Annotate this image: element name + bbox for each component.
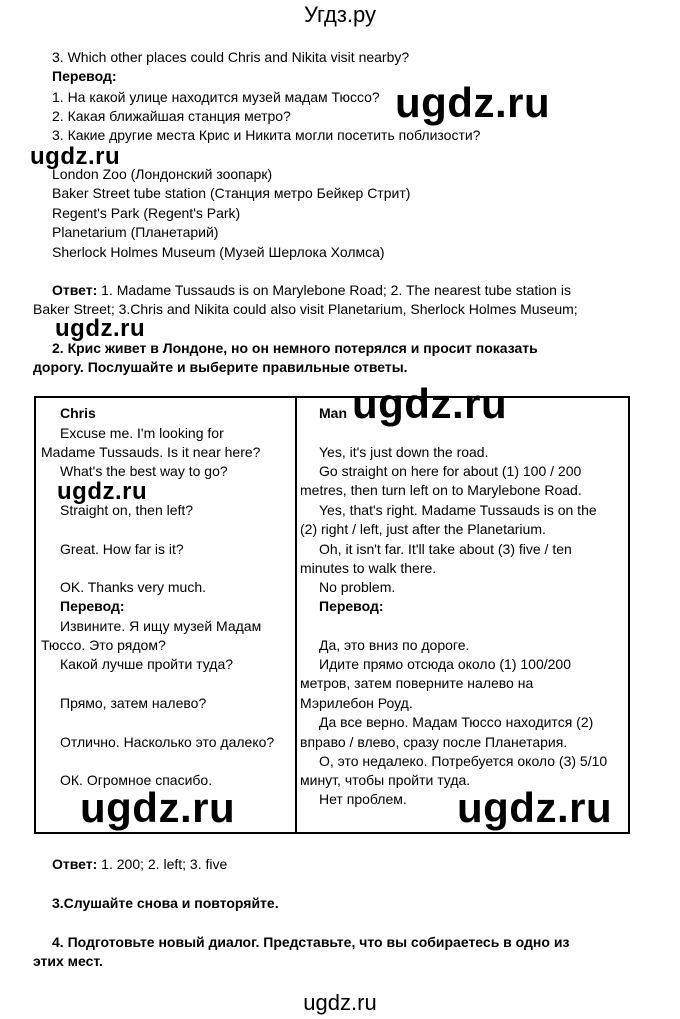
man-line: No problem. [319, 579, 396, 595]
man-header: Man [319, 405, 347, 421]
chris-translation-label: Перевод: [60, 598, 125, 614]
section-4-heading-cont: этих мест. [33, 953, 103, 969]
place-item: Sherlock Holmes Museum (Музей Шерлока Холмса) [52, 244, 385, 260]
man-line: (2) right / left, just after the Planetarium. [300, 521, 546, 537]
watermark: ugdz.ru [352, 380, 508, 427]
question-3: 3. Which other places could Chris and Nikita visit nearby? [52, 49, 410, 65]
watermark: ugdz.ru [30, 143, 121, 170]
answer-2 [52, 855, 227, 874]
watermark: ugdz.ru [395, 79, 551, 126]
man-translation-label: Перевод: [319, 598, 384, 614]
column-divider [295, 398, 297, 832]
chris-line: Great. How far is it? [60, 541, 184, 557]
man-line: Oh, it isn't far. It'll take about (3) five / ten [319, 541, 572, 557]
man-line: Go straight on here for about (1) 100 / 200 [319, 463, 582, 479]
translation-line: 1. На какой улице находится музей мадам Тюссо? [52, 89, 380, 105]
man-translation-line: Мэрилебон Роуд. [300, 695, 413, 711]
watermark: ugdz.ru [80, 784, 236, 831]
chris-translation-line: Отлично. Насколько это далеко? [60, 734, 275, 750]
chris-line: OK. Thanks very much. [60, 579, 207, 595]
chris-header: Chris [60, 405, 96, 421]
site-title: Угдз.ру [303, 2, 377, 27]
section-4-heading: 4. Подготовьте новый диалог. Представьте, что вы собираетесь в одно из [52, 934, 570, 950]
place-item: Baker Street tube station (Станция метро Бейкер Стрит) [52, 185, 411, 201]
chris-line: Straight on, then left? [60, 502, 194, 518]
man-translation-line: Идите прямо отсюда около (1) 100/200 [319, 656, 571, 672]
chris-translation-line: Тюссо. Это рядом? [41, 637, 166, 653]
chris-translation-line: Прямо, затем налево? [60, 695, 207, 711]
place-item: Planetarium (Планетарий) [52, 224, 219, 240]
chris-line: What's the best way to go? [60, 463, 228, 479]
man-translation-line: метров, затем поверните налево на [300, 675, 534, 691]
man-line: Yes, that's right. Madame Tussauds is on the [319, 502, 597, 518]
watermark: ugdz.ru [57, 478, 148, 505]
section-2-heading-cont: дорогу. Послушайте и выберите правильные ответы. [33, 359, 408, 375]
man-translation-line: Да все верно. Мадам Тюссо находится (2) [319, 714, 594, 730]
chris-translation-line: ОК. Огромное спасибо. [60, 772, 213, 788]
place-item: London Zoo (Лондонский зоопарк) [52, 166, 273, 182]
answer-label: Ответ: [52, 856, 98, 872]
man-line: Yes, it's just down the road. [319, 444, 489, 460]
watermark: ugdz.ru [55, 315, 146, 342]
watermark: ugdz.ru [457, 784, 613, 831]
translation-line: 3. Какие другие места Крис и Никита могли посетить поблизости? [52, 127, 481, 143]
chris-line: Madame Tussauds. Is it near here? [41, 444, 261, 460]
man-translation-line: Да, это вниз по дороге. [319, 637, 470, 653]
man-line: minutes to walk there. [300, 560, 437, 576]
man-translation-line: минут, чтобы пройти туда. [300, 772, 471, 788]
man-translation-line: вправо / влево, сразу после Планетария. [300, 734, 568, 750]
man-line: metres, then turn left on to Marylebone Road. [300, 482, 582, 498]
site-footer: ugdz.ru [303, 990, 377, 1015]
section-3-heading: 3.Слушайте снова и повторяйте. [52, 895, 279, 911]
answer-label: Ответ: [52, 282, 98, 298]
place-item: Regent's Park (Regent's Park) [52, 205, 241, 221]
answer-1-line-1 [52, 281, 571, 300]
man-translation-line: О, это недалеко. Потребуется около (3) 5/10 [319, 753, 608, 769]
translation-label: Перевод: [52, 68, 117, 84]
chris-translation-line: Какой лучше пройти туда? [60, 656, 234, 672]
chris-translation-line: Извините. Я ищу музей Мадам [60, 618, 262, 634]
chris-line: Excuse me. I'm looking for [60, 425, 224, 441]
man-translation-line: Нет проблем. [319, 791, 407, 807]
answer-text: 1. 200; 2. left; 3. five [97, 856, 228, 872]
answer-1-line-2: Baker Street; 3.Chris and Nikita could also visit Planetarium, Sherlock Holmes Museum; [33, 301, 578, 317]
translation-line: 2. Какая ближайшая станция метро? [52, 108, 291, 124]
section-2-heading: 2. Крис живет в Лондоне, но он немного потерялся и просит показать [52, 340, 538, 356]
answer-text: 1. Madame Tussauds is on Marylebone Road; 2. The nearest tube station is [97, 282, 571, 298]
